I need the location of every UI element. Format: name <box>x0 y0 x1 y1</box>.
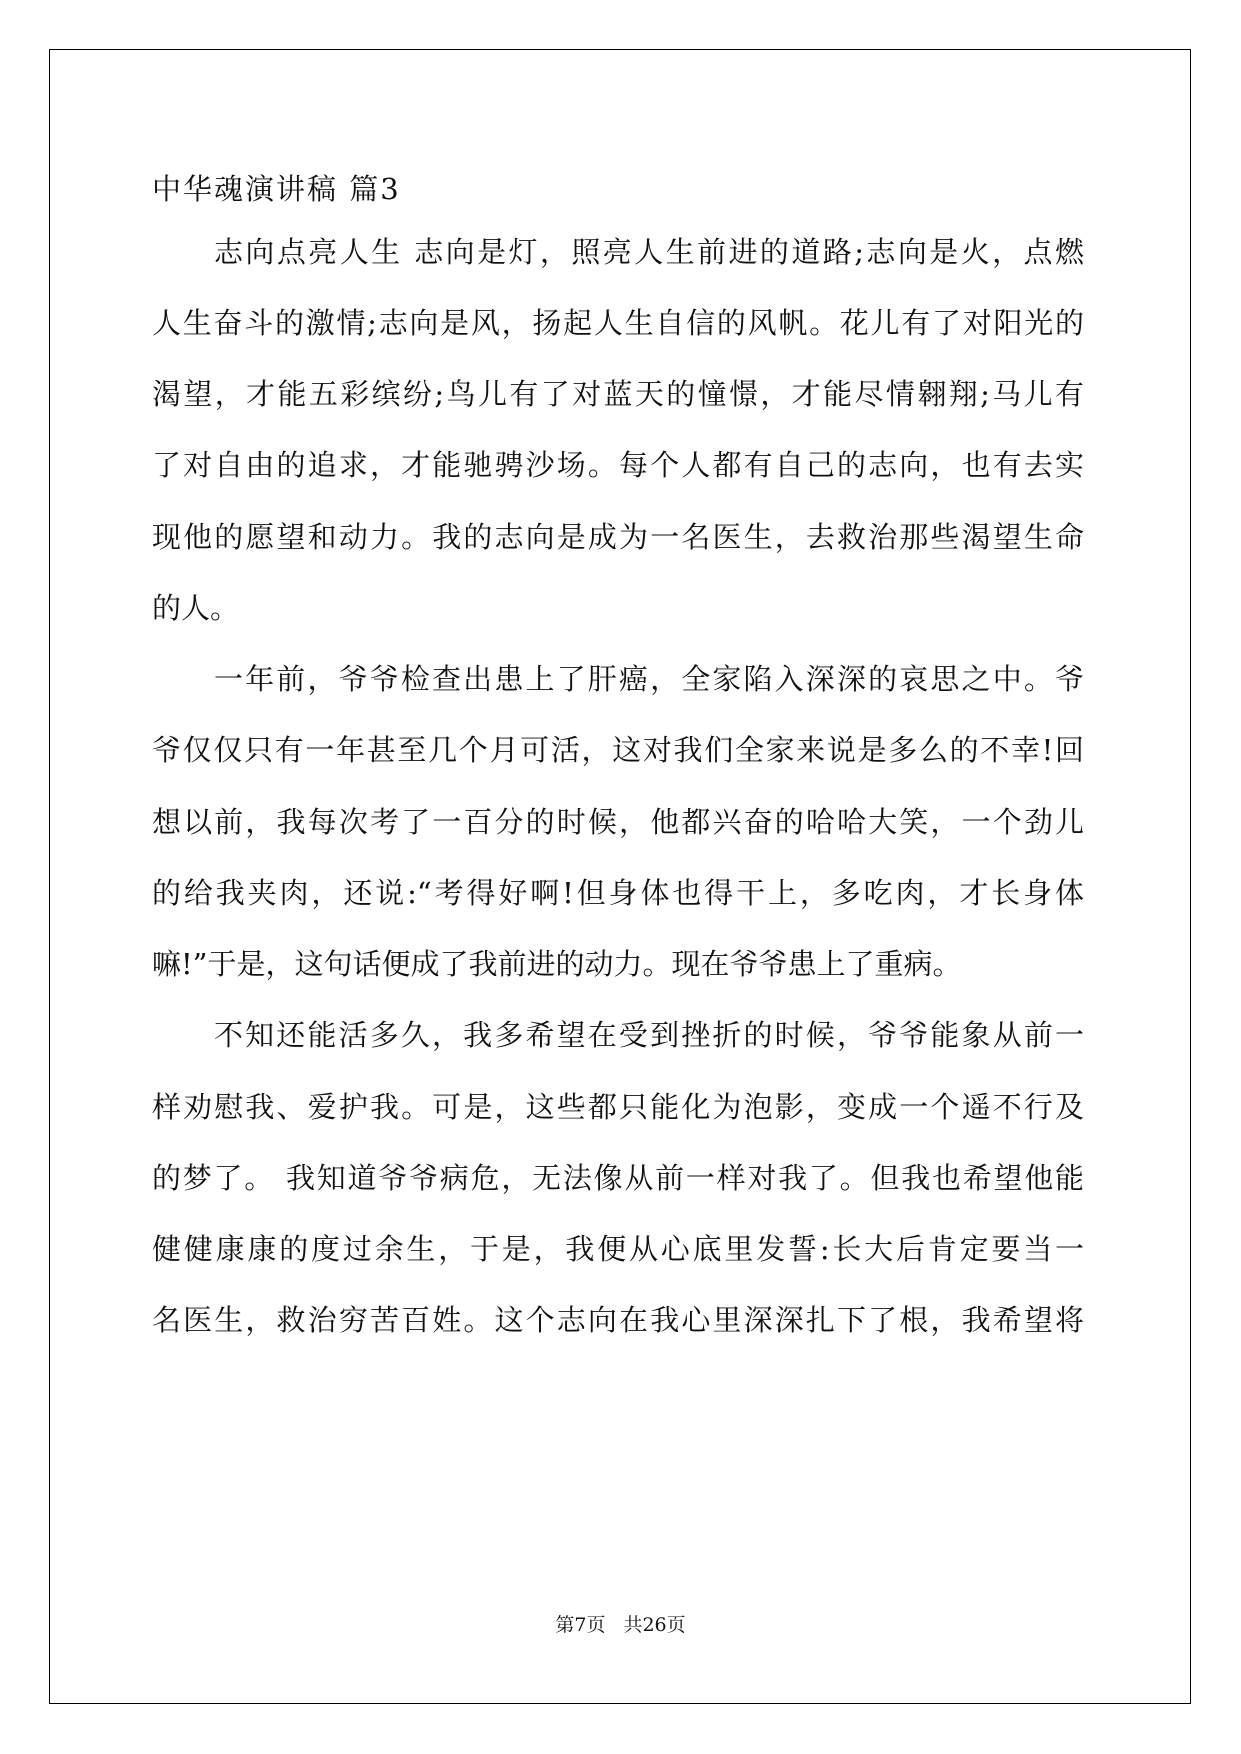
paragraph-line: 嘛!”于是，这句话便成了我前进的动力。现在爷爷患上了重病。 <box>152 947 962 981</box>
paragraph-line: 的人。 <box>152 591 240 625</box>
page-total: 共26页 <box>623 1614 686 1636</box>
paragraph-line: 了对自由的追求，才能驰骋沙场。每个人都有自己的志向，也有去实 <box>152 448 1084 482</box>
paragraph-line: 样劝慰我、爱护我。可是，这些都只能化为泡影，变成一个遥不行及 <box>152 1090 1084 1124</box>
document-title: 中华魂演讲稿 篇3 <box>152 172 401 206</box>
paragraph-line: 现他的愿望和动力。我的志向是成为一名医生，去救治那些渴望生命 <box>152 520 1084 554</box>
paragraph-line: 的给我夹肉，还说:“考得好啊!但身体也得干上，多吃肉，才长身体 <box>152 876 1084 910</box>
page-number: 第7页 <box>555 1614 606 1636</box>
paragraph-line: 想以前，我每次考了一百分的时候，他都兴奋的哈哈大笑，一个劲儿 <box>152 805 1084 839</box>
paragraph-line: 名医生，救治穷苦百姓。这个志向在我心里深深扎下了根，我希望将 <box>152 1303 1084 1337</box>
paragraph-line: 一年前，爷爷检查出患上了肝癌，全家陷入深深的哀思之中。爷 <box>214 662 1084 696</box>
paragraph-line: 人生奋斗的激情;志向是风，扬起人生自信的风帆。花儿有了对阳光的 <box>152 306 1084 340</box>
page-footer <box>0 1612 1241 1638</box>
paragraph-line: 渴望，才能五彩缤纷;鸟儿有了对蓝天的憧憬，才能尽情翱翔;马儿有 <box>152 377 1084 411</box>
paragraph-line: 志向点亮人生 志向是灯，照亮人生前进的道路;志向是火，点燃 <box>214 235 1084 269</box>
paragraph-line: 健健康康的度过余生，于是，我便从心底里发誓:长大后肯定要当一 <box>152 1232 1084 1266</box>
paragraph-line: 爷仅仅只有一年甚至几个月可活，这对我们全家来说是多么的不幸!回 <box>152 733 1084 767</box>
paragraph-line: 的梦了。 我知道爷爷病危，无法像从前一样对我了。但我也希望他能 <box>152 1161 1084 1195</box>
paragraph-line: 不知还能活多久，我多希望在受到挫折的时候，爷爷能象从前一 <box>214 1018 1084 1052</box>
